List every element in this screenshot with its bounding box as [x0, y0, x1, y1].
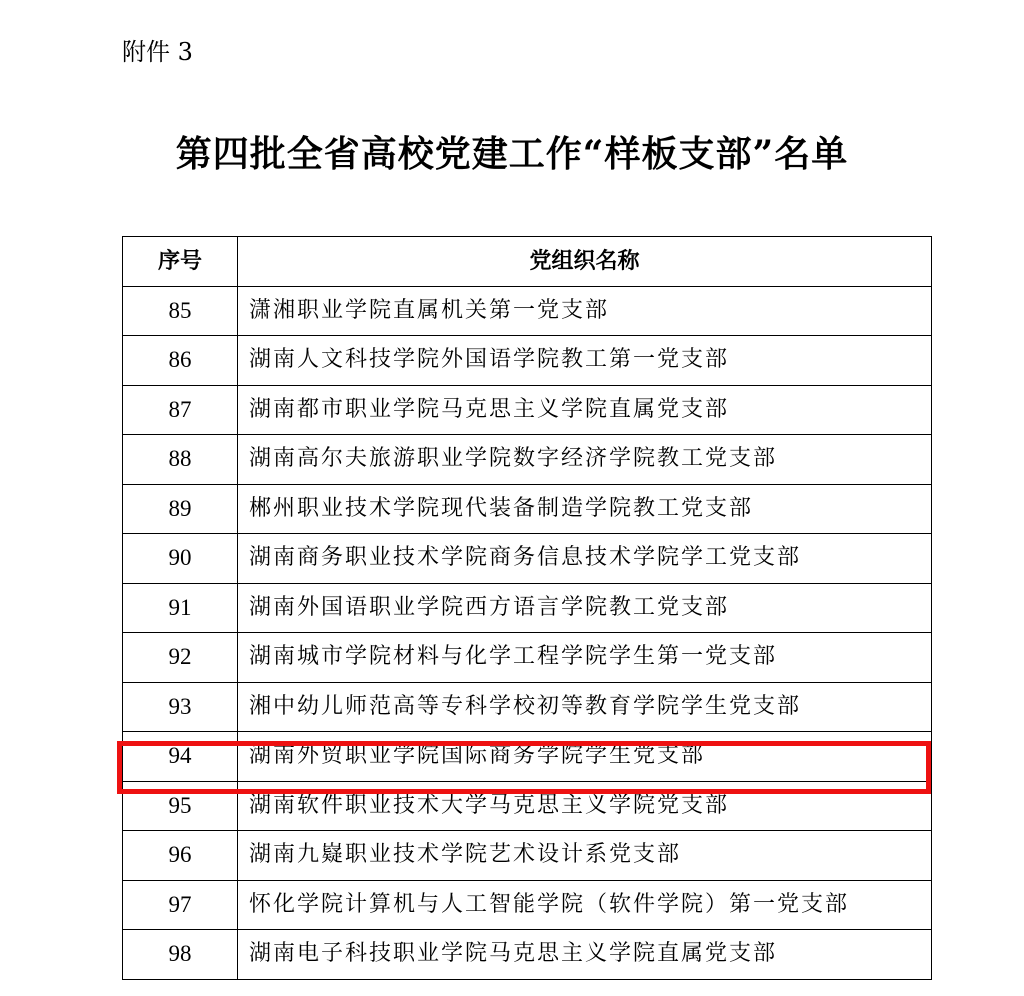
org-name: 湖南高尔夫旅游职业学院数字经济学院教工党支部 [238, 435, 932, 485]
table-row [123, 534, 932, 584]
row-number: 90 [123, 534, 238, 584]
row-number: 96 [123, 831, 238, 881]
table-row [123, 682, 932, 732]
table-row [123, 781, 932, 831]
row-number: 86 [123, 336, 238, 386]
org-name: 湘中幼儿师范高等专科学校初等教育学院学生党支部 [238, 682, 932, 732]
row-number: 87 [123, 385, 238, 435]
row-number: 88 [123, 435, 238, 485]
document-title: 第四批全省高校党建工作“样板支部”名单 [175, 133, 849, 175]
org-name: 湖南人文科技学院外国语学院教工第一党支部 [238, 336, 932, 386]
org-name: 湖南软件职业技术大学马克思主义学院党支部 [238, 781, 932, 831]
row-number: 93 [123, 682, 238, 732]
org-name: 湖南九嶷职业技术学院艺术设计系党支部 [238, 831, 932, 881]
branch-list-table [122, 236, 932, 980]
table-row [123, 633, 932, 683]
org-name: 湖南城市学院材料与化学工程学院学生第一党支部 [238, 633, 932, 683]
table-row [123, 286, 932, 336]
row-number: 97 [123, 880, 238, 930]
org-name: 湖南外贸职业学院国际商务学院学生党支部 [238, 732, 932, 782]
column-header-org-name: 党组织名称 [238, 237, 932, 287]
table-row [123, 435, 932, 485]
row-number: 95 [123, 781, 238, 831]
org-name: 湖南商务职业技术学院商务信息技术学院学工党支部 [238, 534, 932, 584]
row-number: 85 [123, 286, 238, 336]
table-row [123, 336, 932, 386]
table-row [123, 930, 932, 980]
table-row [123, 831, 932, 881]
column-header-number: 序号 [123, 237, 238, 287]
attachment-label: 附件 3 [122, 38, 193, 66]
table-header-row [123, 237, 932, 287]
row-number: 94 [123, 732, 238, 782]
table-row [123, 484, 932, 534]
org-name: 湖南外国语职业学院西方语言学院教工党支部 [238, 583, 932, 633]
org-name: 湖南电子科技职业学院马克思主义学院直属党支部 [238, 930, 932, 980]
org-name: 潇湘职业学院直属机关第一党支部 [238, 286, 932, 336]
row-number: 91 [123, 583, 238, 633]
table-row-highlighted [123, 732, 932, 782]
org-name: 郴州职业技术学院现代装备制造学院教工党支部 [238, 484, 932, 534]
org-name: 湖南都市职业学院马克思主义学院直属党支部 [238, 385, 932, 435]
table-row [123, 880, 932, 930]
org-name: 怀化学院计算机与人工智能学院（软件学院）第一党支部 [238, 880, 932, 930]
table-row [123, 385, 932, 435]
row-number: 98 [123, 930, 238, 980]
row-number: 92 [123, 633, 238, 683]
row-number: 89 [123, 484, 238, 534]
table-row [123, 583, 932, 633]
